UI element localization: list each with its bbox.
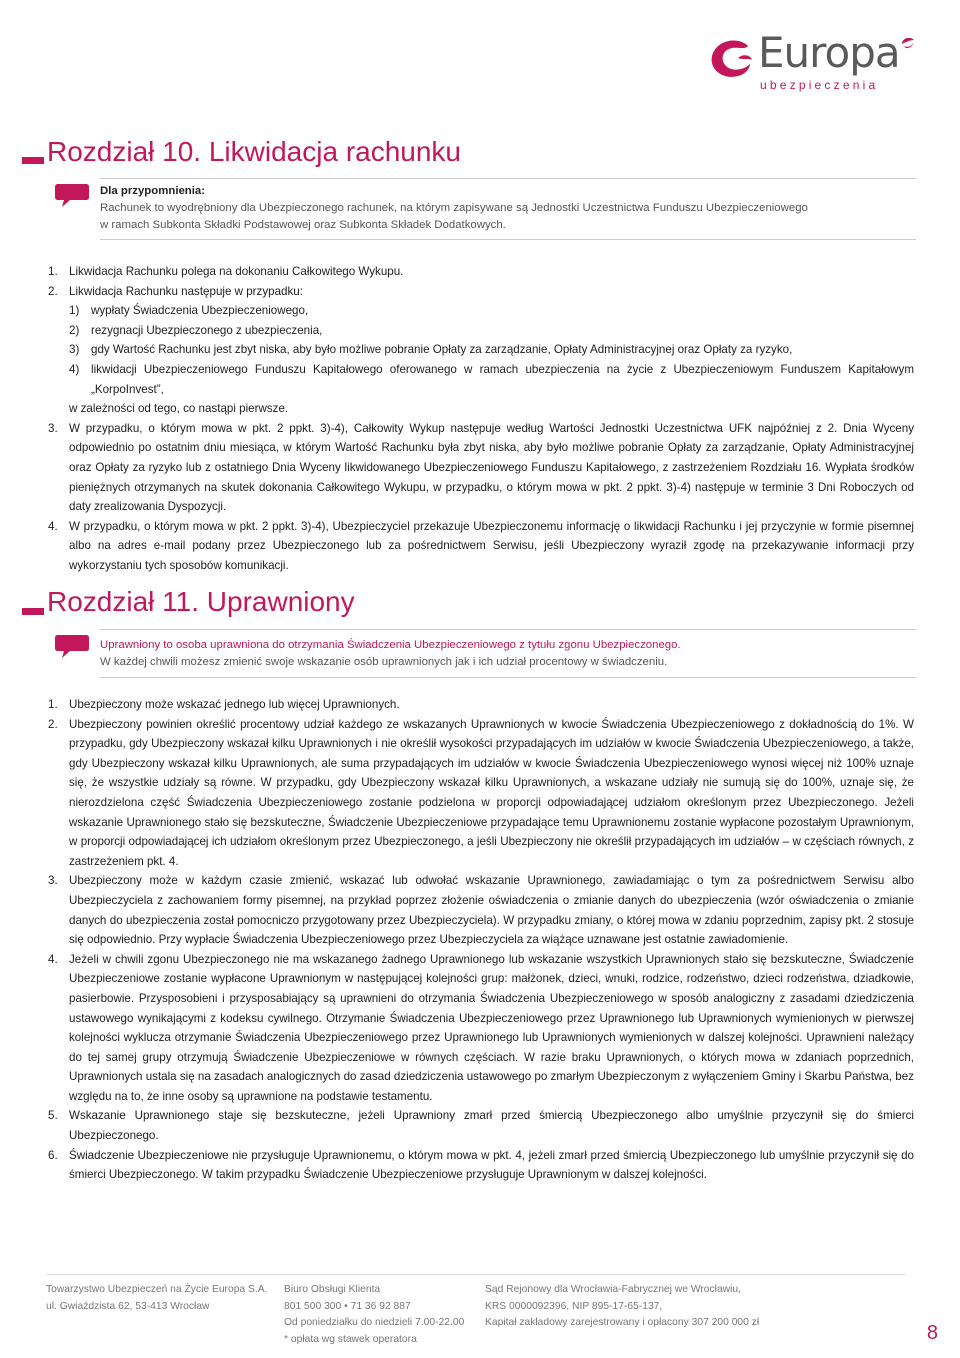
footer-registration: Sąd Rejonowy dla Wrocławia-Fabrycznej we Wrocławiu, KRS 0000092396, NIP 895-17-65-137, Kapitał zakładowy zarejestrowany i opłacony 307 200 000 zł (485, 1284, 760, 1328)
chapter-11-list (48, 695, 914, 1185)
list-item: 1. Ubezpieczony może wskazać jednego lub więcej Uprawnionych. (48, 698, 400, 711)
footer-divider (46, 1274, 906, 1275)
chapter-title: Rozdział 11. Uprawniony (47, 586, 355, 617)
chapter-title: Rozdział 10. Likwidacja rachunku (47, 136, 461, 167)
europa-logo (708, 28, 924, 94)
note-text: Rachunek to wyodrębniony dla Ubezpieczonego rachunek, na którym zapisywane są Jednostki Uczestnictwa Funduszu Ubezpieczeniowego (100, 202, 808, 214)
list-item: 4. Jeżeli w chwili zgonu Ubezpieczonego nie ma wskazanego żadnego Uprawnionego lub wskazanie wszystkich Uprawnionych stało się bezskuteczne, Świadczenie Ubezpieczeniowe zostanie wypłacone Uprawnionym w następującej kolejności grup: małżonek, dzieci, wnuki, rodzice, rodzeństwo, dzieci rodzeństwa, dziadkowie, pasierbowie. Przysposobieni i przysposabiający są uprawnieni do otrzymania Świadczenia Ubezpieczeniowego w sposób analogiczny z zasadami dziedziczenia ustawowego wynikającymi z kodeksu cywilnego. Otrzymanie Świadczenia Ubezpieczeniowego przez Uprawnionego lub Uprawnionych wymienionych w pierwszej kolejności wyklucza otrzymanie Świadczenia Ubezpieczeniowego przez Uprawnionego lub Uprawnionych wymienionych w dalszej kolejności. Uprawnieni należący do tej samej grupy otrzymują Świadczenie Ubezpieczeniowe w równych częściach. W razie braku Uprawnionych, o których mowa w zdaniach poprzednich, Uprawnionych ustala się na zasadach analogicznych do zasad dziedziczenia ustawowego po zmarłym Ubezpieczonym z wyłączeniem Gminy i Skarbu Państwa, bez względu na to, że inne osoby są uprawnione na podstawie testamentu. (48, 952, 914, 1103)
sub-list-item: 3) gdy Wartość Rachunku jest zbyt niska, aby było możliwe pobranie Opłaty za zarządzanie, Opłaty Administracyjnej oraz Opłaty za ryzyko, (69, 343, 793, 357)
note-text: w ramach Subkonta Składki Podstawowej oraz Subkonta Składek Dodatkowych. (100, 219, 506, 231)
page-footer (46, 1272, 946, 1352)
list-item: 3. Ubezpieczony może w każdym czasie zmienić, wskazać lub odwołać wskazanie Uprawnionego, zawiadamiając o tym za pośrednictwem Serwisu albo Ubezpieczyciela z zachowaniem formy pisemnej, na przykład poprzez złożenie oświadczenia o zmianie danych do ubezpieczenia (wzór oświadczenia o zmianie danych do ubezpieczenia został pomocniczo przygotowany przez Ubezpieczyciela). W przypadku zmiany, o której mowa w zdaniu poprzednim, zapisy pkt. 2 stosuje się odpowiednio. Przy wypłacie Świadczenia Ubezpieczeniowego przez Ubezpieczyciela za wiążące uznawane jest ostatnie zawiadomienie. (48, 874, 914, 947)
note-heading: Dla przypomnienia: (100, 185, 206, 197)
list-text: w zależności od tego, co nastąpi pierwsze. (69, 402, 289, 416)
list-item: 3. W przypadku, o którym mowa w pkt. 2 ppkt. 3)-4), Całkowity Wykup następuje według Wartości Jednostki Uczestnictwa UFK najpóźniej z 2. Dnia Wyceny odpowiednio po ostatnim dniu miesiąca, w którym Wartość Rachunku była zbyt niska, aby było możliwe pobranie Opłaty za zarządzanie, Opłaty Administracyjnej oraz Opłaty za ryzyko lub z ostatniego Dnia Wyceny likwidowanego Ubezpieczeniowego Funduszu Kapitałowego, z zastrzeżeniem Rozdziału 16. Wypłata środków pieniężnych otrzymanych na skutek dokonania Całkowitego Wykupu, w przypadku, o którym mowa w pkt. 2 ppkt. 3)-4) następuje w terminie 3 Dni Roboczych od daty zrealizowania Dyspozycji. (48, 421, 914, 514)
chapter-marker (22, 157, 44, 164)
definition-note (100, 629, 916, 678)
list-item: 5. Wskazanie Uprawnionego staje się bezskuteczne, jeżeli Uprawniony zmarł przed śmiercią Ubezpieczonego albo umyślnie przyczynił się do śmierci Ubezpieczonego. (48, 1109, 914, 1143)
sub-list-item: 4) likwidacji Ubezpieczeniowego Funduszu Kapitałowego oferowanego w ramach ubezpieczenia na życie z Ubezpieczeniowym Funduszem Kapitałowym „KorpoInvest”, (69, 362, 914, 396)
sub-list-item: 2) rezygnacji Ubezpieczonego z ubezpieczenia, (69, 323, 323, 337)
sub-list (48, 301, 914, 419)
chapter-marker (22, 608, 44, 615)
europa-swirl-icon (708, 38, 754, 80)
list-item: 6. Świadczenie Ubezpieczeniowe nie przysługuje Uprawnionemu, o którym mowa w pkt. 4, jeżeli zmarł przed śmiercią Ubezpieczonego lub umyślnie przyczynił się do śmierci Ubezpieczonego. W takim przypadku Świadczenie Ubezpieczeniowe przysługuje Uprawnionym w dalszej kolejności. (48, 1148, 914, 1182)
speech-bubble-icon (54, 182, 90, 208)
list-item: 1. Likwidacja Rachunku polega na dokonaniu Całkowitego Wykupu. (48, 265, 404, 278)
note-text: Uprawniony to osoba uprawniona do otrzymania Świadczenia Ubezpieczeniowego z tytułu zgonu Ubezpieczonego. (100, 639, 681, 651)
page-number: 8 (926, 1322, 938, 1344)
footer-customer-service: Biuro Obsługi Klienta 801 500 300 • 71 36 92 887 Od poniedziałku do niedzieli 7.00-22.00 * opłata wg stawek operatora (284, 1284, 465, 1345)
list-item: 2. Likwidacja Rachunku następuje w przypadku: (48, 284, 303, 298)
note-text: W każdej chwili możesz zmienić swoje wskazanie osób uprawnionych jak i ich udział procentowy w świadczeniu. (100, 656, 668, 668)
list-item: 2. Ubezpieczony powinien określić procentowy udział każdego ze wskazanych Uprawnionych w kwocie Świadczenia Ubezpieczeniowego z dokładnością do 1%. W przypadku, gdy Ubezpieczony wskazał kilku Uprawnionych i nie określił wysokości przypadających im udziałów w kwocie Świadczenia Ubezpieczeniowego, a także, gdy Ubezpieczony wskazał kilku Uprawnionych, ale suma przypadających im udziałów w kwocie Świadczenia Ubezpieczeniowego wynosi więcej niż 100% uznaje się, że wszystkie udziały są równe. W przypadku, gdy Ubezpieczony wskazał kilku Uprawnionych, a wskazane udziały nie sumują się do 100%, uznaje się, że nierozdzielona część Świadczenia Ubezpieczeniowego zostanie podzielona w proporcji odpowiadającej udziałom określonym przez Ubezpieczonego. Jeżeli wskazanie Uprawnionego stało się bezskuteczne, Świadczenie Ubezpieczeniowe przypadające temu Uprawnionemu zostanie wypłacone pozostałym Uprawnionym, w proporcji odpowiadającej ich udziałom określonym przez Ubezpieczonego, a jeśli Ubezpieczony nie określił przypadających im udziałów – w częściach równych, z zastrzeżeniem pkt. 4. (48, 717, 914, 868)
list-item: 4. W przypadku, o którym mowa w pkt. 2 ppkt. 3)-4), Ubezpieczyciel przekazuje Ubezpieczonemu informację o likwidacji Rachunku i jej przyczynie w formie pisemnej albo na adres e-mail podany przez Ubezpieczonego lub za pośrednictwem Serwisu, jeśli Ubezpieczony wyraził zgodę na przekazywanie informacji przy wykorzystaniu tych sposobów komunikacji. (48, 519, 914, 572)
reminder-note (100, 178, 916, 240)
footer-company: Towarzystwo Ubezpieczeń na Życie Europa S.A. ul. Gwiaździsta 62, 53-413 Wrocław (46, 1284, 268, 1312)
logo-wordmark: Europa (758, 28, 900, 77)
chapter-10-list (48, 262, 914, 576)
logo-subtitle: ubezpieczenia (760, 78, 879, 92)
logo-accent-icon (900, 36, 916, 50)
speech-bubble-icon (54, 633, 90, 659)
sub-list-item: 1) wypłaty Świadczenia Ubezpieczeniowego, (69, 304, 309, 318)
